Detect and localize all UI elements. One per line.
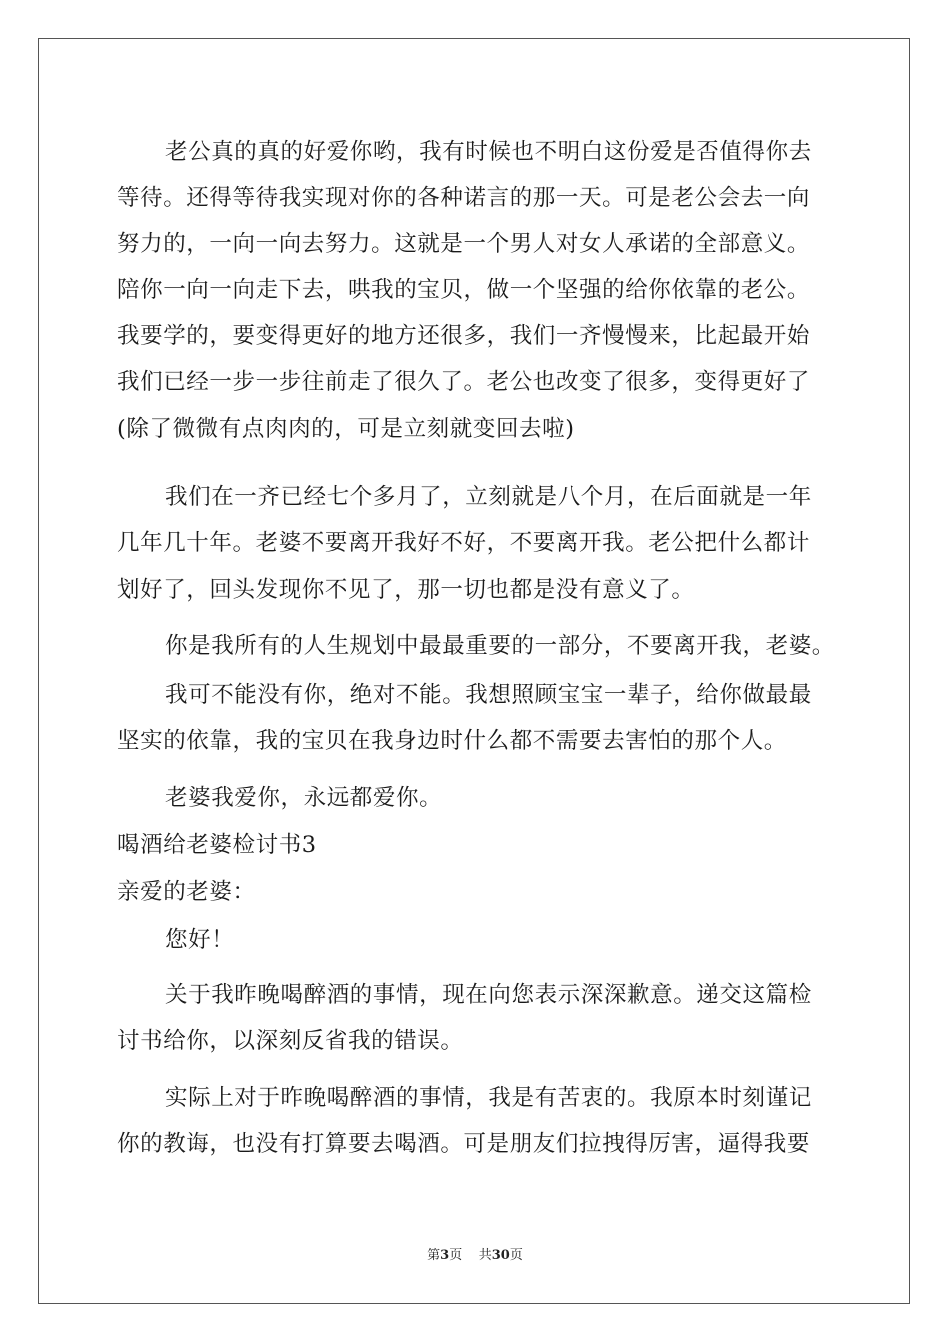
salutation: 亲爱的老婆： <box>117 879 256 905</box>
text-line: 我可不能没有你，绝对不能。我想照顾宝宝一辈子，给你做最最 <box>165 682 812 708</box>
text-line: 我们已经一步一步往前走了很久了。老公也改变了很多，变得更好了 <box>117 369 811 395</box>
total-suffix: 页 <box>509 1248 523 1263</box>
text-line: 努力的，一向一向去努力。这就是一个男人对女人承诺的全部意义。 <box>117 231 811 257</box>
text-line: (除了微微有点肉肉的，可是立刻就变回去啦) <box>117 416 575 442</box>
text-line: 讨书给你，以深刻反省我的错误。 <box>117 1028 464 1054</box>
text-line: 等待。还得等待我实现对你的各种诺言的那一天。可是老公会去一向 <box>117 185 811 211</box>
text-line: 实际上对于昨晚喝醉酒的事情，我是有苦衷的。我原本时刻谨记 <box>165 1085 812 1111</box>
text-line: 陪你一向一向走下去，哄我的宝贝，做一个坚强的给你依靠的老公。 <box>117 277 811 303</box>
total-prefix: 共 <box>478 1248 492 1263</box>
text-line: 老公真的真的好爱你哟，我有时候也不明白这份爱是否值得你去 <box>165 139 812 165</box>
text-line: 坚实的依靠，我的宝贝在我身边时什么都不需要去害怕的那个人。 <box>117 728 787 754</box>
page-prefix: 第 <box>427 1248 441 1263</box>
text-line: 你是我所有的人生规划中最最重要的一部分，不要离开我，老婆。 <box>165 633 835 659</box>
total-pages: 30 <box>491 1248 510 1263</box>
page-suffix: 页 <box>449 1248 463 1263</box>
text-line: 关于我昨晚喝醉酒的事情，现在向您表示深深歉意。递交这篇检 <box>165 982 812 1008</box>
section-heading: 喝酒给老婆检讨书3 <box>117 832 317 858</box>
text-line: 你的教诲，也没有打算要去喝酒。可是朋友们拉拽得厉害，逼得我要 <box>117 1131 811 1157</box>
text-line: 老婆我爱你，永远都爱你。 <box>165 785 443 811</box>
page-border <box>38 38 910 1304</box>
page-footer <box>0 1247 950 1265</box>
text-line: 几年几十年。老婆不要离开我好不好，不要离开我。老公把什么都计 <box>117 530 811 556</box>
greeting: 您好！ <box>165 927 235 953</box>
text-line: 我要学的，要变得更好的地方还很多，我们一齐慢慢来，比起最开始 <box>117 323 811 349</box>
text-line: 划好了，回头发现你不见了，那一切也都是没有意义了。 <box>117 577 695 603</box>
page-number: 3 <box>440 1248 450 1263</box>
text-line: 我们在一齐已经七个多月了，立刻就是八个月，在后面就是一年 <box>165 484 812 510</box>
